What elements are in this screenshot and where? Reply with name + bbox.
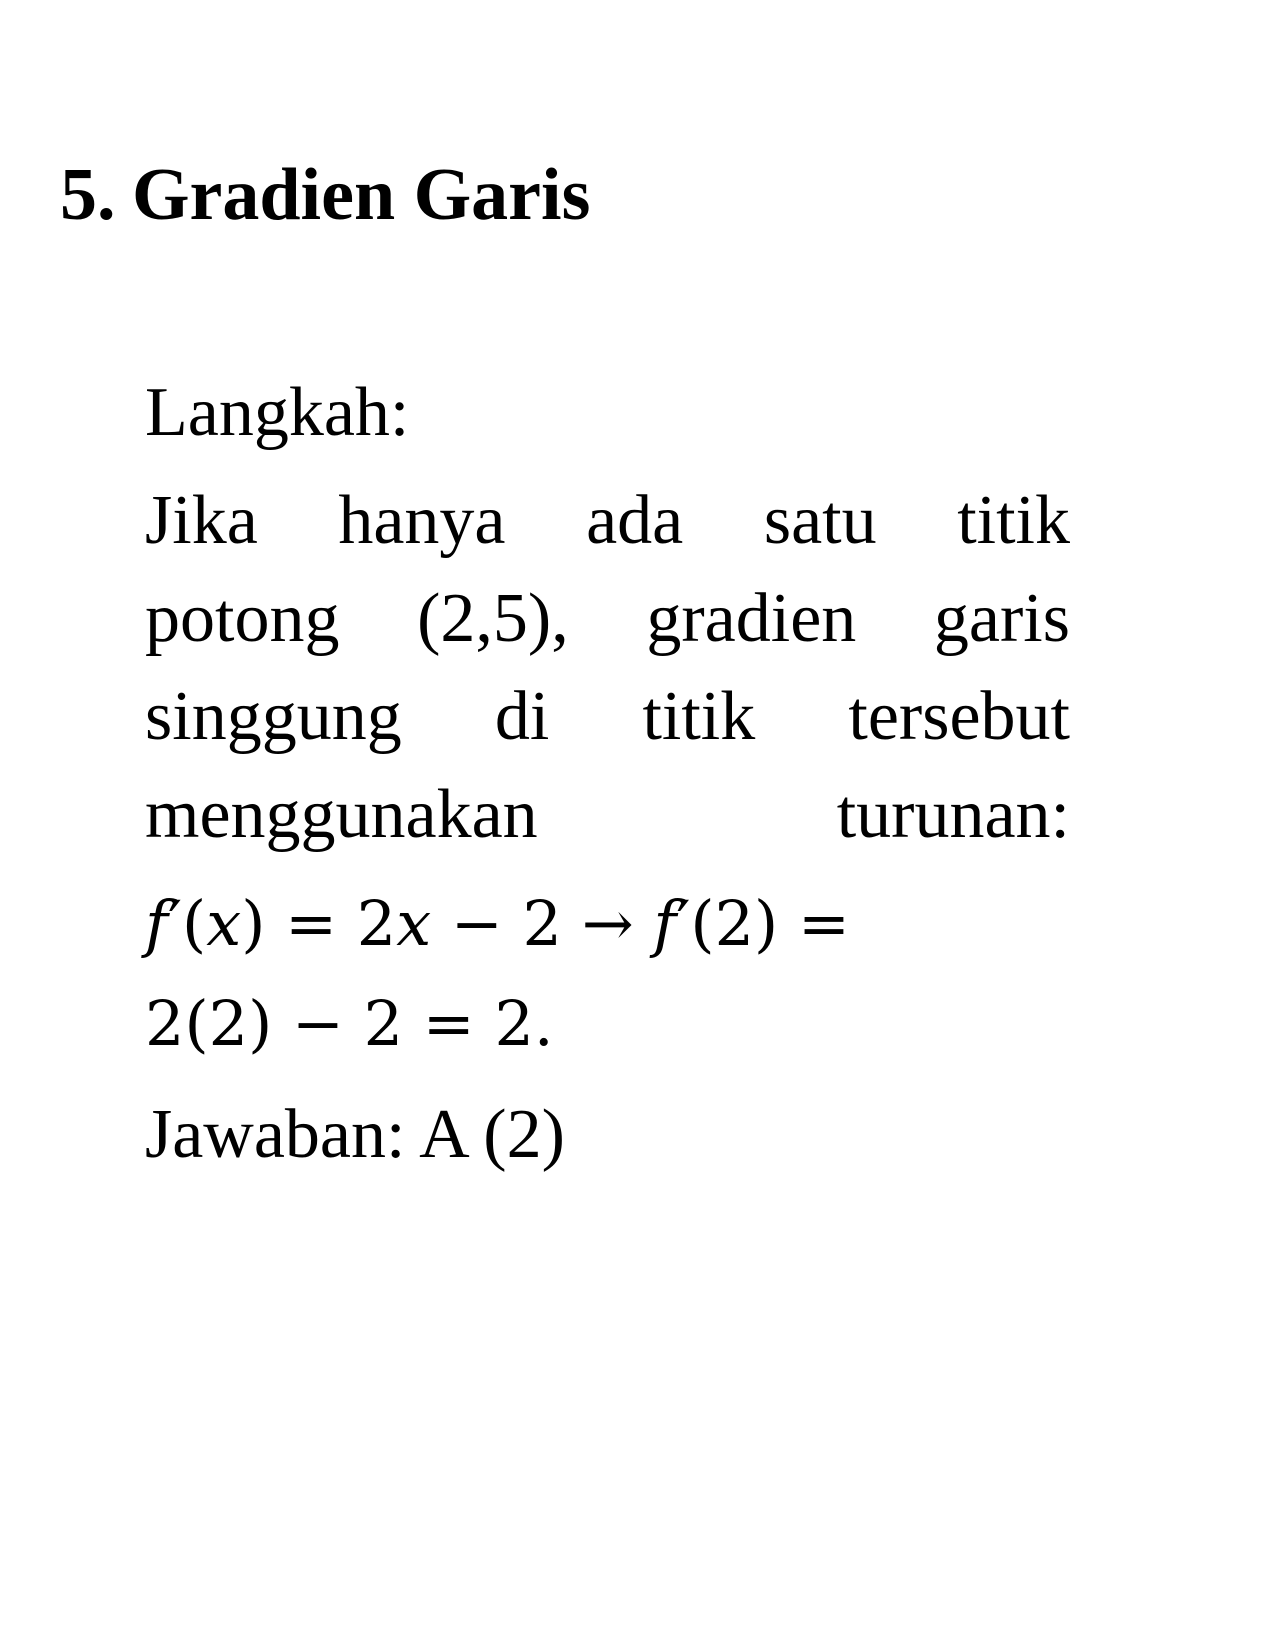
word: di xyxy=(494,678,550,755)
word: ada xyxy=(586,482,684,559)
word: menggunakan xyxy=(145,776,538,853)
word: singgung xyxy=(145,678,402,755)
steps-label: Langkah: xyxy=(145,374,410,451)
word: (2,5), xyxy=(417,580,569,657)
paragraph-line-4 xyxy=(145,776,1070,853)
math-symbol: ( xyxy=(182,887,207,960)
math-symbol: f xyxy=(653,887,677,960)
word: titik xyxy=(957,482,1070,559)
word: hanya xyxy=(338,482,506,559)
word: gradien xyxy=(646,580,857,657)
math-symbol: f xyxy=(145,887,168,960)
section-number: 5. xyxy=(60,154,116,236)
math-symbol: = 2 xyxy=(265,887,397,960)
formula-line-2: 2(2) − 2 = 2. xyxy=(145,987,554,1060)
paragraph-line-2 xyxy=(145,580,1070,657)
formula-line-1 xyxy=(145,887,1070,960)
math-symbol: ′ xyxy=(167,887,183,960)
word: garis xyxy=(933,580,1070,657)
word: turunan: xyxy=(836,776,1070,853)
word: titik xyxy=(642,678,756,755)
paragraph-line-3 xyxy=(145,678,1070,755)
answer-line: Jawaban: A (2) xyxy=(145,1096,565,1173)
word: potong xyxy=(145,580,340,657)
math-symbol: x xyxy=(396,887,432,960)
math-symbol: − 2 → xyxy=(431,887,654,960)
math-symbol: x xyxy=(206,887,242,960)
math-symbol: ) xyxy=(241,887,266,960)
word: tersebut xyxy=(848,678,1070,755)
section-heading xyxy=(60,154,591,236)
math-symbol: (2) = xyxy=(690,887,850,960)
word: Jika xyxy=(145,482,258,559)
paragraph-line-1 xyxy=(145,482,1070,559)
paragraph xyxy=(145,482,1070,853)
section-title: Gradien Garis xyxy=(132,154,591,236)
math-symbol: ′ xyxy=(676,887,691,960)
word: satu xyxy=(763,482,877,559)
